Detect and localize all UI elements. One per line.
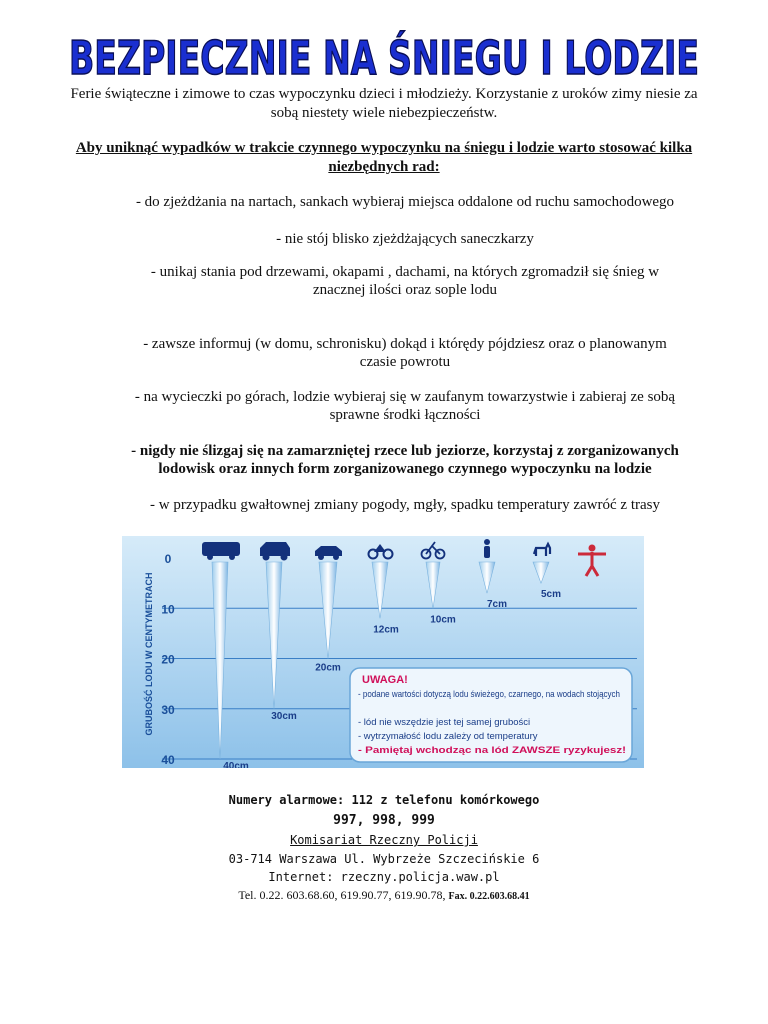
address: 03-714 Warszawa Ul. Wybrzeże Szczecińskie 6 — [228, 852, 540, 866]
tip-5: - na wycieczki po górach, lodzie wybieraj się w zaufanym towarzystwie i zabieraj ze sobą sprawne środki łączności — [134, 389, 676, 423]
tip-3: - unikaj stania pod drzewami, okapami , dachami, na których zgromadził się śnieg w znacznej ilości oraz sople lodu — [150, 264, 660, 298]
y-tick-label: 40 — [161, 753, 175, 767]
tel: Tel. 0.22. 603.68.60, 619.90.77, 619.90.78, — [238, 888, 446, 902]
tip-6: - nigdy nie ślizgaj się na zamarzniętej rzece lub jeziorze, korzystaj z zorganizowanych lodowisk oraz innych form zorganizowanego czynnego wypoczynku na lodzie — [131, 443, 679, 477]
y-tick-label: 30 — [161, 702, 175, 717]
tip-7: - w przypadku gwałtownej zmiany pogody, mgły, spadku temperatury zawróć z trasy — [150, 497, 660, 513]
value-label: 30cm — [271, 710, 297, 722]
police-unit: Komisariat Rzeczny Policji — [290, 833, 478, 847]
phone-numbers — [100, 888, 668, 903]
fax: Fax. 0.22.603.68.41 — [448, 891, 530, 902]
tip-1: - do zjeżdżania na nartach, sankach wybieraj miejsca oddalone od ruchu samochodowego — [135, 194, 675, 210]
emergency-numbers: Numery alarmowe: 112 z telefonu komórkowego — [228, 793, 540, 807]
person-icon — [484, 539, 490, 558]
intro-text: Ferie świąteczne i zimowe to czas wypoczynku dzieci i młodzieży. Korzystanie z uroków zimy niesie za sobą niestety wiele niebezpieczeństw. — [70, 86, 698, 121]
y-axis-label: GRUBOŚĆ LODU W CENTYMETRACH — [144, 572, 154, 736]
value-label: 7cm — [486, 599, 508, 611]
warning-box — [350, 668, 632, 762]
y-tick-label: 10 — [161, 602, 175, 617]
page-title-text: BEZPIECZNIE NA ŚNIEGU I LODZIE — [69, 31, 699, 85]
warning-item-3: - wytrzymałość lodu zależy od temperatury — [358, 731, 538, 742]
value-label: 20cm — [315, 662, 341, 674]
y-tick-label: 20 — [161, 652, 175, 667]
y-tick-label: 0 — [164, 552, 172, 566]
value-label: 12cm — [373, 624, 399, 636]
warning-alert: - Pamiętaj wchodząc na lód ZAWSZE ryzykujesz! — [358, 745, 626, 756]
advice-heading: Aby uniknąć wypadków w trakcie czynnego wypoczynku na śniegu i lodzie warto stosować kilka niezbędnych rad: — [75, 140, 693, 175]
warning-item-2: - lód nie wszędzie jest tej samej grubości — [358, 717, 531, 728]
emergency-numbers-2: 997, 998, 999 — [333, 813, 435, 828]
value-label: 10cm — [430, 614, 456, 626]
page-title — [60, 18, 708, 90]
warning-title: UWAGA! — [362, 674, 408, 686]
ice-thickness-chart — [122, 536, 644, 768]
value-label: 5cm — [540, 589, 562, 601]
internet: Internet: rzeczny.policja.waw.pl — [268, 870, 500, 884]
value-label: 40cm — [223, 761, 249, 768]
warning-item-1: - podane wartości dotyczą lodu świeżego, czarnego, na wodach stojących — [358, 689, 620, 700]
tip-2: - nie stój blisko zjeżdżających saneczkarzy — [276, 231, 534, 247]
tip-4: - zawsze informuj (w domu, schronisku) dokąd i którędy pójdziesz oraz o planowanym czasie powrotu — [143, 336, 667, 370]
